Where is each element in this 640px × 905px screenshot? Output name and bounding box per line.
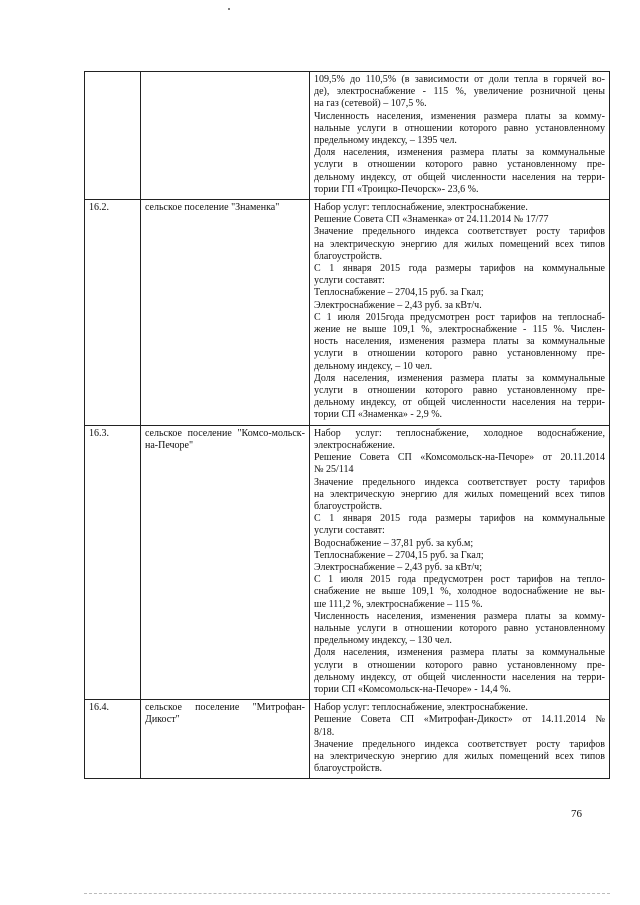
text-line: Значение предельного индекса соответствует росту тарифов [314, 226, 605, 238]
row-number [85, 72, 141, 200]
text-line: Теплоснабжение – 2704,15 руб. за Гкал; [314, 287, 484, 299]
text-line: Доля населения, изменения размера платы за коммунальные [314, 647, 605, 659]
text-line: дельному индексу, от общей численности населения на терри- [314, 671, 605, 683]
settlement-name [141, 72, 310, 200]
text-line: на электрическую энергию для жилых помещений всех типов [314, 238, 605, 250]
table-row [85, 425, 610, 699]
settlement-name: сельское поселение "Митрофан-Дикост" [141, 700, 310, 779]
text-line: благоустройств. [314, 500, 383, 512]
row-number: 16.4. [85, 700, 141, 779]
table-row [85, 200, 610, 426]
tariff-description [310, 700, 610, 779]
text-line: ность населения, изменения размера платы за коммунальные [314, 336, 605, 348]
text-line: тории СП «Комсомольск-на-Печоре» - 14,4 %. [314, 683, 511, 695]
text-line: Значение предельного индекса соответствует росту тарифов [314, 476, 605, 488]
text-line: Электроснабжение – 2,43 руб. за кВт/ч. [314, 299, 482, 311]
text-line: де), электроснабжение - 115 %, увеличение розничной цены [314, 86, 605, 98]
text-line: на газ (сетевой) – 107,5 %. [314, 98, 427, 110]
tariff-description [310, 72, 610, 200]
text-line: Численность населения, изменения размера платы за комму- [314, 610, 605, 622]
text-line: тории ГП «Троицко-Печорск»- 23,6 %. [314, 183, 479, 195]
text-line: на электрическую энергию для жилых помещений всех типов [314, 488, 605, 500]
text-line: С 1 июля 2015года предусмотрен рост тарифов на теплоснаб- [314, 311, 605, 323]
row-number: 16.2. [85, 200, 141, 426]
text-line: Доля населения, изменения размера платы за коммунальные [314, 147, 605, 159]
text-line: Решение Совета СП «Митрофан-Дикост» от 14.11.2014 № [314, 714, 605, 726]
text-line: Набор услуг: теплоснабжение, электроснабжение. [314, 702, 528, 714]
text-line: на электрическую энергию для жилых помещений всех типов [314, 750, 605, 762]
text-line: тории СП «Знаменка» - 2,9 %. [314, 409, 443, 421]
tariff-table [84, 71, 610, 779]
scan-speck [228, 8, 230, 10]
tariff-description [310, 425, 610, 699]
text-line: Численность населения, изменения размера платы за комму- [314, 110, 605, 122]
text-line: С 1 июля 2015 года предусмотрен рост тарифов на тепло- [314, 574, 605, 586]
text-line: Теплоснабжение – 2704,15 руб. за Гкал; [314, 549, 484, 561]
table-row [85, 72, 610, 200]
page-number: 76 [571, 808, 582, 820]
page-bottom-edge [84, 893, 610, 894]
text-line: дельному индексу, – 10 чел. [314, 360, 433, 372]
text-line: нальные услуги в отношении которого равно установленному [314, 622, 605, 634]
settlement-name: сельское поселение "Знаменка" [141, 200, 310, 426]
text-line: благоустройств. [314, 250, 383, 262]
text-line: 109,5% до 110,5% (в зависимости от доли тепла в горячей во- [314, 74, 605, 85]
settlement-name: сельское поселение "Комсо-мольск-на-Печоре" [141, 425, 310, 699]
text-line: снабжение не выше 109,1 %, холодное водоснабжение не вы- [314, 586, 605, 598]
text-line: Значение предельного индекса соответствует росту тарифов [314, 738, 605, 750]
text-line: Доля населения, изменения размера платы за коммунальные [314, 372, 605, 384]
text-line: услуги в отношении которого равно установленному пре- [314, 348, 605, 360]
row-number: 16.3. [85, 425, 141, 699]
text-line: дельному индексу, от общей численности населения на терри- [314, 171, 605, 183]
text-line: Набор услуг: теплоснабжение, электроснабжение. [314, 202, 528, 214]
text-line: нальные услуги в отношении которого равно установленному [314, 122, 605, 134]
text-line: № 25/114 [314, 464, 354, 476]
text-line: С 1 января 2015 года размеры тарифов на коммунальные [314, 263, 605, 275]
text-line: Водоснабжение – 37,81 руб. за куб.м; [314, 537, 474, 549]
text-line: услуги в отношении которого равно установленному пре- [314, 159, 605, 171]
text-line: электроснабжение. [314, 439, 395, 451]
text-line: предельному индексу, – 1395 чел. [314, 135, 457, 147]
text-line: Набор услуг: теплоснабжение, холодное водоснабжение, [314, 427, 605, 439]
text-line: благоустройств. [314, 763, 383, 775]
text-line: услуги составят: [314, 525, 385, 537]
text-line: дельному индексу, от общей численности населения на терри- [314, 397, 605, 409]
text-line: ше 111,2 %, электроснабжение – 115 %. [314, 598, 483, 610]
text-line: Электроснабжение – 2,43 руб. за кВт/ч; [314, 561, 482, 573]
tariff-description [310, 200, 610, 426]
text-line: услуги в отношении которого равно установленному пре- [314, 659, 605, 671]
table-row [85, 700, 610, 779]
text-line: жение не выше 109,1 %, электроснабжение - 115 %. Числен- [314, 324, 605, 336]
text-line: услуги составят: [314, 275, 385, 287]
text-line: С 1 января 2015 года размеры тарифов на коммунальные [314, 513, 605, 525]
tariff-table-body [85, 72, 610, 779]
text-line: 8/18. [314, 726, 335, 738]
text-line: предельному индексу, – 130 чел. [314, 635, 452, 647]
text-line: Решение Совета СП «Комсомольск-на-Печоре» от 20.11.2014 [314, 452, 605, 464]
text-line: услуги в отношении которого равно установленному пре- [314, 385, 605, 397]
text-line: Решение Совета СП «Знаменка» от 24.11.2014 № 17/77 [314, 214, 549, 226]
